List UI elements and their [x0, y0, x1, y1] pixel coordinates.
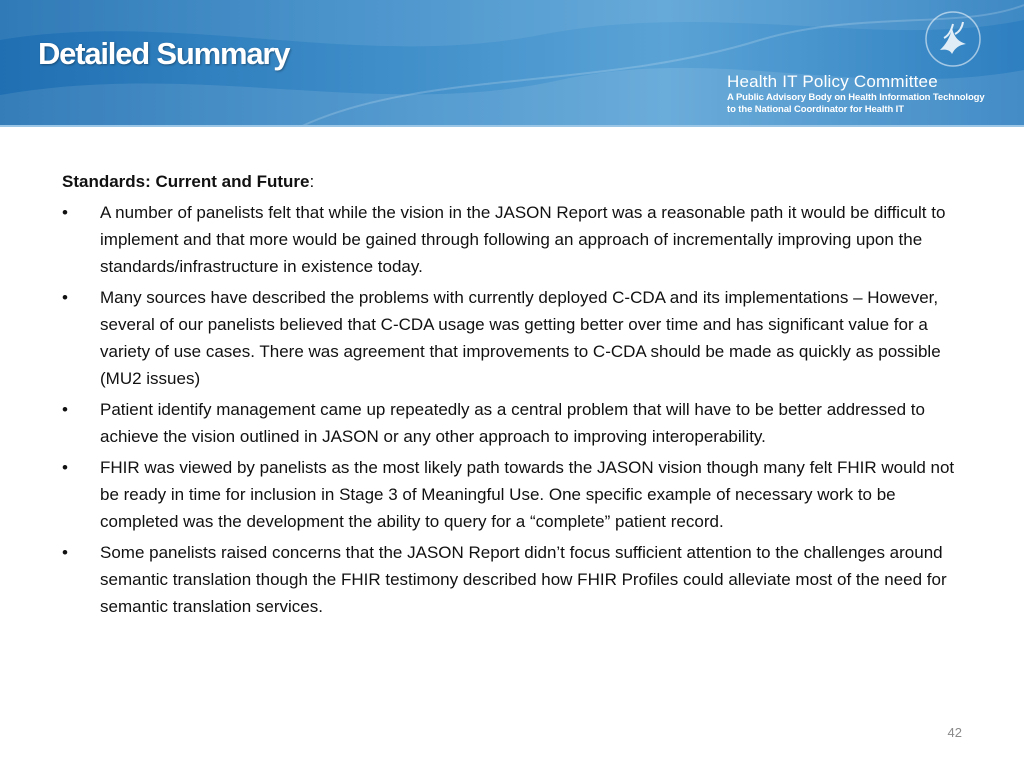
bullet-text: Many sources have described the problems with currently deployed C-CDA and its implementations – However, several of our panelists believed that C-CDA usage was getting better over time and has significant value for a variety of use cases. There was agreement that improvements to C-CDA should be made as quickly as possible (MU2 issues) [100, 288, 941, 388]
org-subtitle-line1: A Public Advisory Body on Health Information Technology [727, 92, 985, 103]
bullet-text: Some panelists raised concerns that the JASON Report didn’t focus sufficient attention to the challenges around semantic translation though the FHIR testimony described how FHIR Profiles could alleviate most of the need for semantic translation services. [100, 543, 947, 616]
bullet-icon: • [62, 543, 68, 562]
section-heading-colon: : [309, 172, 315, 191]
hhs-eagle-icon [922, 8, 984, 70]
bullet-item [62, 284, 967, 392]
bullet-item [62, 539, 967, 620]
bullet-text: Patient identify management came up repeatedly as a central problem that will have to be better addressed to achieve the vision outlined in JASON or any other approach to improving interoperability. [100, 400, 925, 446]
page-number: 42 [947, 725, 962, 740]
bullet-item [62, 396, 967, 450]
org-subtitle-line2: to the National Coordinator for Health IT [727, 104, 904, 115]
section-heading-text: Standards: Current and Future [62, 172, 310, 191]
org-name: Health IT Policy Committee [727, 72, 938, 91]
slide-body [62, 168, 967, 624]
bullet-item [62, 454, 967, 535]
org-logo-block [727, 72, 1017, 116]
bullet-text: A number of panelists felt that while the vision in the JASON Report was a reasonable path it would be difficult to implement and that more would be gained through following an approach of incrementally improving upon the standards/infrastructure in existence today. [100, 203, 946, 276]
section-heading [62, 168, 967, 195]
bullet-list [62, 199, 967, 620]
bullet-icon: • [62, 203, 68, 222]
bullet-item [62, 199, 967, 280]
bullet-icon: • [62, 288, 68, 307]
banner-divider [0, 125, 1024, 127]
header-banner [0, 0, 1024, 127]
bullet-icon: • [62, 400, 68, 419]
bullet-icon: • [62, 458, 68, 477]
slide-title: Detailed Summary [38, 36, 290, 71]
bullet-text: FHIR was viewed by panelists as the most likely path towards the JASON vision though many felt FHIR would not be ready in time for inclusion in Stage 3 of Meaningful Use. One specific example of necessary work to be completed was the development the ability to query for a “complete” patient record. [100, 458, 955, 531]
